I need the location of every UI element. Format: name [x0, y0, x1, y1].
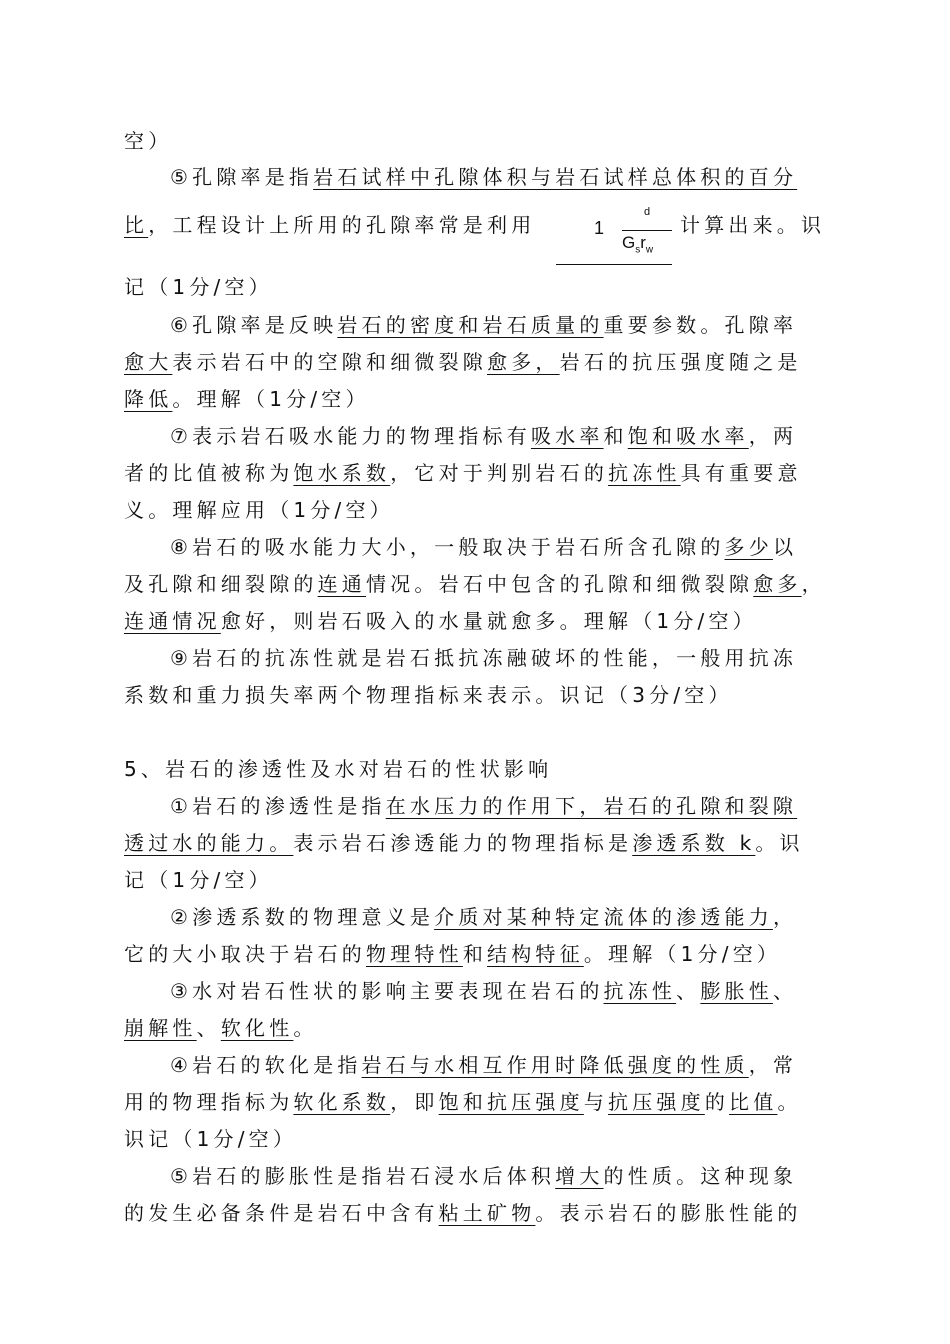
underlined-answer: 连通	[317, 572, 367, 596]
underlined-answer: 岩石的密度和岩石质量的	[337, 313, 604, 337]
text-segment: 。理解（1分/空）	[583, 942, 782, 966]
text-segment: 。	[777, 1090, 802, 1114]
underlined-answer: 愈大	[124, 350, 173, 374]
text-segment: ④岩石的软化是指	[170, 1053, 362, 1077]
underlined-answer: 饱和吸水率	[627, 424, 749, 448]
text-line	[170, 530, 797, 564]
text-segment: 具有重要意	[680, 461, 802, 485]
formula-denominator: $G_sr_w$	[622, 233, 654, 256]
text-segment: 用的物理指标为	[124, 1090, 294, 1114]
text-segment: 。表示岩石的膨胀性能的	[535, 1201, 802, 1225]
text-segment: 义。理解应用（1分/空）	[124, 498, 394, 522]
text-segment: 系数和重力损失率两个物理指标来表示。识记（3分/空）	[124, 683, 733, 707]
text-segment: ，	[801, 572, 826, 596]
underlined-answer: 比	[124, 213, 149, 237]
text-line	[124, 1122, 297, 1156]
text-segment: 的发生必备条件是岩石中含有	[124, 1201, 439, 1225]
porosity-formula	[556, 206, 672, 265]
text-segment: 以	[772, 535, 798, 559]
text-segment: 5、岩石的渗透性及水对岩石的性状影响	[124, 757, 553, 781]
text-segment: 及孔隙和细裂隙的	[124, 572, 318, 596]
underlined-answer: 比值	[729, 1090, 778, 1114]
text-line	[124, 752, 552, 786]
text-line	[170, 641, 797, 675]
text-line	[170, 1159, 797, 1193]
text-line	[124, 678, 733, 712]
underlined-answer: 软化性	[220, 1016, 294, 1040]
underlined-answer: 饱和抗压强度	[438, 1090, 584, 1114]
underlined-answer: 在水压力的作用下，岩石的孔隙和裂隙	[385, 794, 798, 818]
text-segment: 识记（1分/空）	[124, 1127, 298, 1151]
underlined-answer: 降低	[124, 387, 173, 411]
text-segment: 。	[293, 1016, 318, 1040]
text-line	[124, 456, 802, 490]
text-segment: ，	[772, 905, 798, 929]
underlined-answer: 渗透系数 k	[632, 831, 756, 855]
text-segment: ，工程设计上所用的孔隙率常是利用	[148, 213, 536, 237]
underlined-answer: 抗冻性	[603, 979, 677, 1003]
underlined-answer: 崩解性	[124, 1016, 197, 1040]
text-line	[124, 937, 781, 971]
text-line	[170, 1048, 797, 1082]
underlined-answer: 粘土矿物	[438, 1201, 536, 1225]
formula-one: 1	[594, 218, 605, 238]
formula-fraction-bar	[622, 230, 672, 231]
text-line	[170, 160, 797, 194]
text-segment: 和	[462, 942, 488, 966]
underlined-answer: 愈多，	[487, 350, 560, 374]
text-segment: 情况。岩石中包含的孔隙和细微裂隙	[366, 572, 754, 596]
text-segment: ②渗透系数的物理意义是	[170, 905, 435, 929]
underlined-answer: 抗冻性	[608, 461, 681, 485]
text-segment: ，它对于判别岩石的	[390, 461, 609, 485]
text-segment: 与	[583, 1090, 609, 1114]
underlined-answer: 连通情况	[124, 609, 221, 633]
text-line	[124, 604, 757, 638]
text-line	[170, 419, 797, 453]
text-segment: ，两	[748, 424, 798, 448]
text-segment: 表示岩石中的空隙和细微裂隙	[172, 350, 488, 374]
underlined-answer: 介质对某种特定流体的渗透能力	[434, 905, 773, 929]
text-line	[170, 974, 797, 1008]
text-line	[680, 208, 825, 242]
text-segment: ⑤岩石的膨胀性是指岩石浸水后体积	[170, 1164, 556, 1188]
text-segment: 。理解（1分/空）	[172, 387, 370, 411]
text-line	[170, 308, 797, 342]
text-segment: 、	[676, 979, 701, 1003]
text-segment: 它的大小取决于岩石的	[124, 942, 366, 966]
text-segment: 、	[772, 979, 798, 1003]
underlined-answer: 抗压强度	[608, 1090, 705, 1114]
text-segment: 愈好，则岩石吸入的水量就愈多。理解（1分/空）	[220, 609, 757, 633]
text-segment: ⑧岩石的吸水能力大小，一般取决于岩石所含孔隙的	[170, 535, 725, 559]
text-line	[124, 345, 802, 379]
text-line	[124, 382, 370, 416]
text-line	[124, 863, 273, 897]
underlined-answer: 岩石试样中孔隙体积与岩石试样总体积的百分	[313, 165, 798, 189]
text-segment: 记（1分/空）	[124, 868, 273, 892]
text-segment: 。识	[755, 831, 804, 855]
underlined-answer: 愈多	[753, 572, 802, 596]
underlined-answer: 吸水率	[530, 424, 604, 448]
text-line	[124, 1196, 802, 1230]
text-line	[124, 567, 826, 601]
text-segment: ，常	[748, 1053, 798, 1077]
text-line	[124, 826, 804, 860]
underlined-answer: 多少	[724, 535, 773, 559]
text-segment: ⑨岩石的抗冻性就是岩石抵抗冻融破坏的性能，一般用抗冻	[170, 646, 798, 670]
text-segment: 、	[196, 1016, 221, 1040]
text-line	[124, 493, 394, 527]
text-segment: 记（1分/空）	[124, 275, 273, 299]
text-line	[124, 1085, 802, 1119]
text-line	[124, 208, 535, 242]
text-segment: ③水对岩石性状的影响主要表现在岩石的	[170, 979, 604, 1003]
text-segment: ①岩石的渗透性是指	[170, 794, 386, 818]
underlined-answer: 软化系数	[293, 1090, 391, 1114]
underlined-answer: 增大	[555, 1164, 604, 1188]
text-line	[124, 1011, 318, 1045]
underlined-answer: 物理特性	[366, 942, 463, 966]
text-segment: 的性质。这种现象	[603, 1164, 798, 1188]
underlined-answer: 透过水的能力。	[124, 831, 294, 855]
underlined-answer: 饱水系数	[293, 461, 391, 485]
underlined-answer: 岩石与水相互作用时降低强度的性质	[361, 1053, 749, 1077]
text-segment: 岩石的抗压强度随之是	[559, 350, 802, 374]
text-segment: 空）	[124, 129, 173, 153]
text-line	[170, 789, 797, 823]
text-segment: ⑦表示岩石吸水能力的物理指标有	[170, 424, 531, 448]
text-segment: 重要参数。孔隙率	[603, 313, 798, 337]
text-segment: ⑤孔隙率是指	[170, 165, 314, 189]
text-segment: 表示岩石渗透能力的物理指标是	[293, 831, 633, 855]
text-line	[124, 270, 273, 304]
underlined-answer: 结构特征	[487, 942, 584, 966]
text-segment: ，即	[390, 1090, 439, 1114]
formula-numerator: d	[644, 206, 651, 218]
text-line	[170, 900, 797, 934]
text-segment: 的	[704, 1090, 730, 1114]
text-segment: ⑥孔隙率是反映	[170, 313, 338, 337]
text-segment: 者的比值被称为	[124, 461, 294, 485]
underlined-answer: 膨胀性	[700, 979, 773, 1003]
text-segment: 和	[603, 424, 628, 448]
text-line	[124, 124, 172, 158]
text-segment: 计算出来。识	[680, 213, 826, 237]
